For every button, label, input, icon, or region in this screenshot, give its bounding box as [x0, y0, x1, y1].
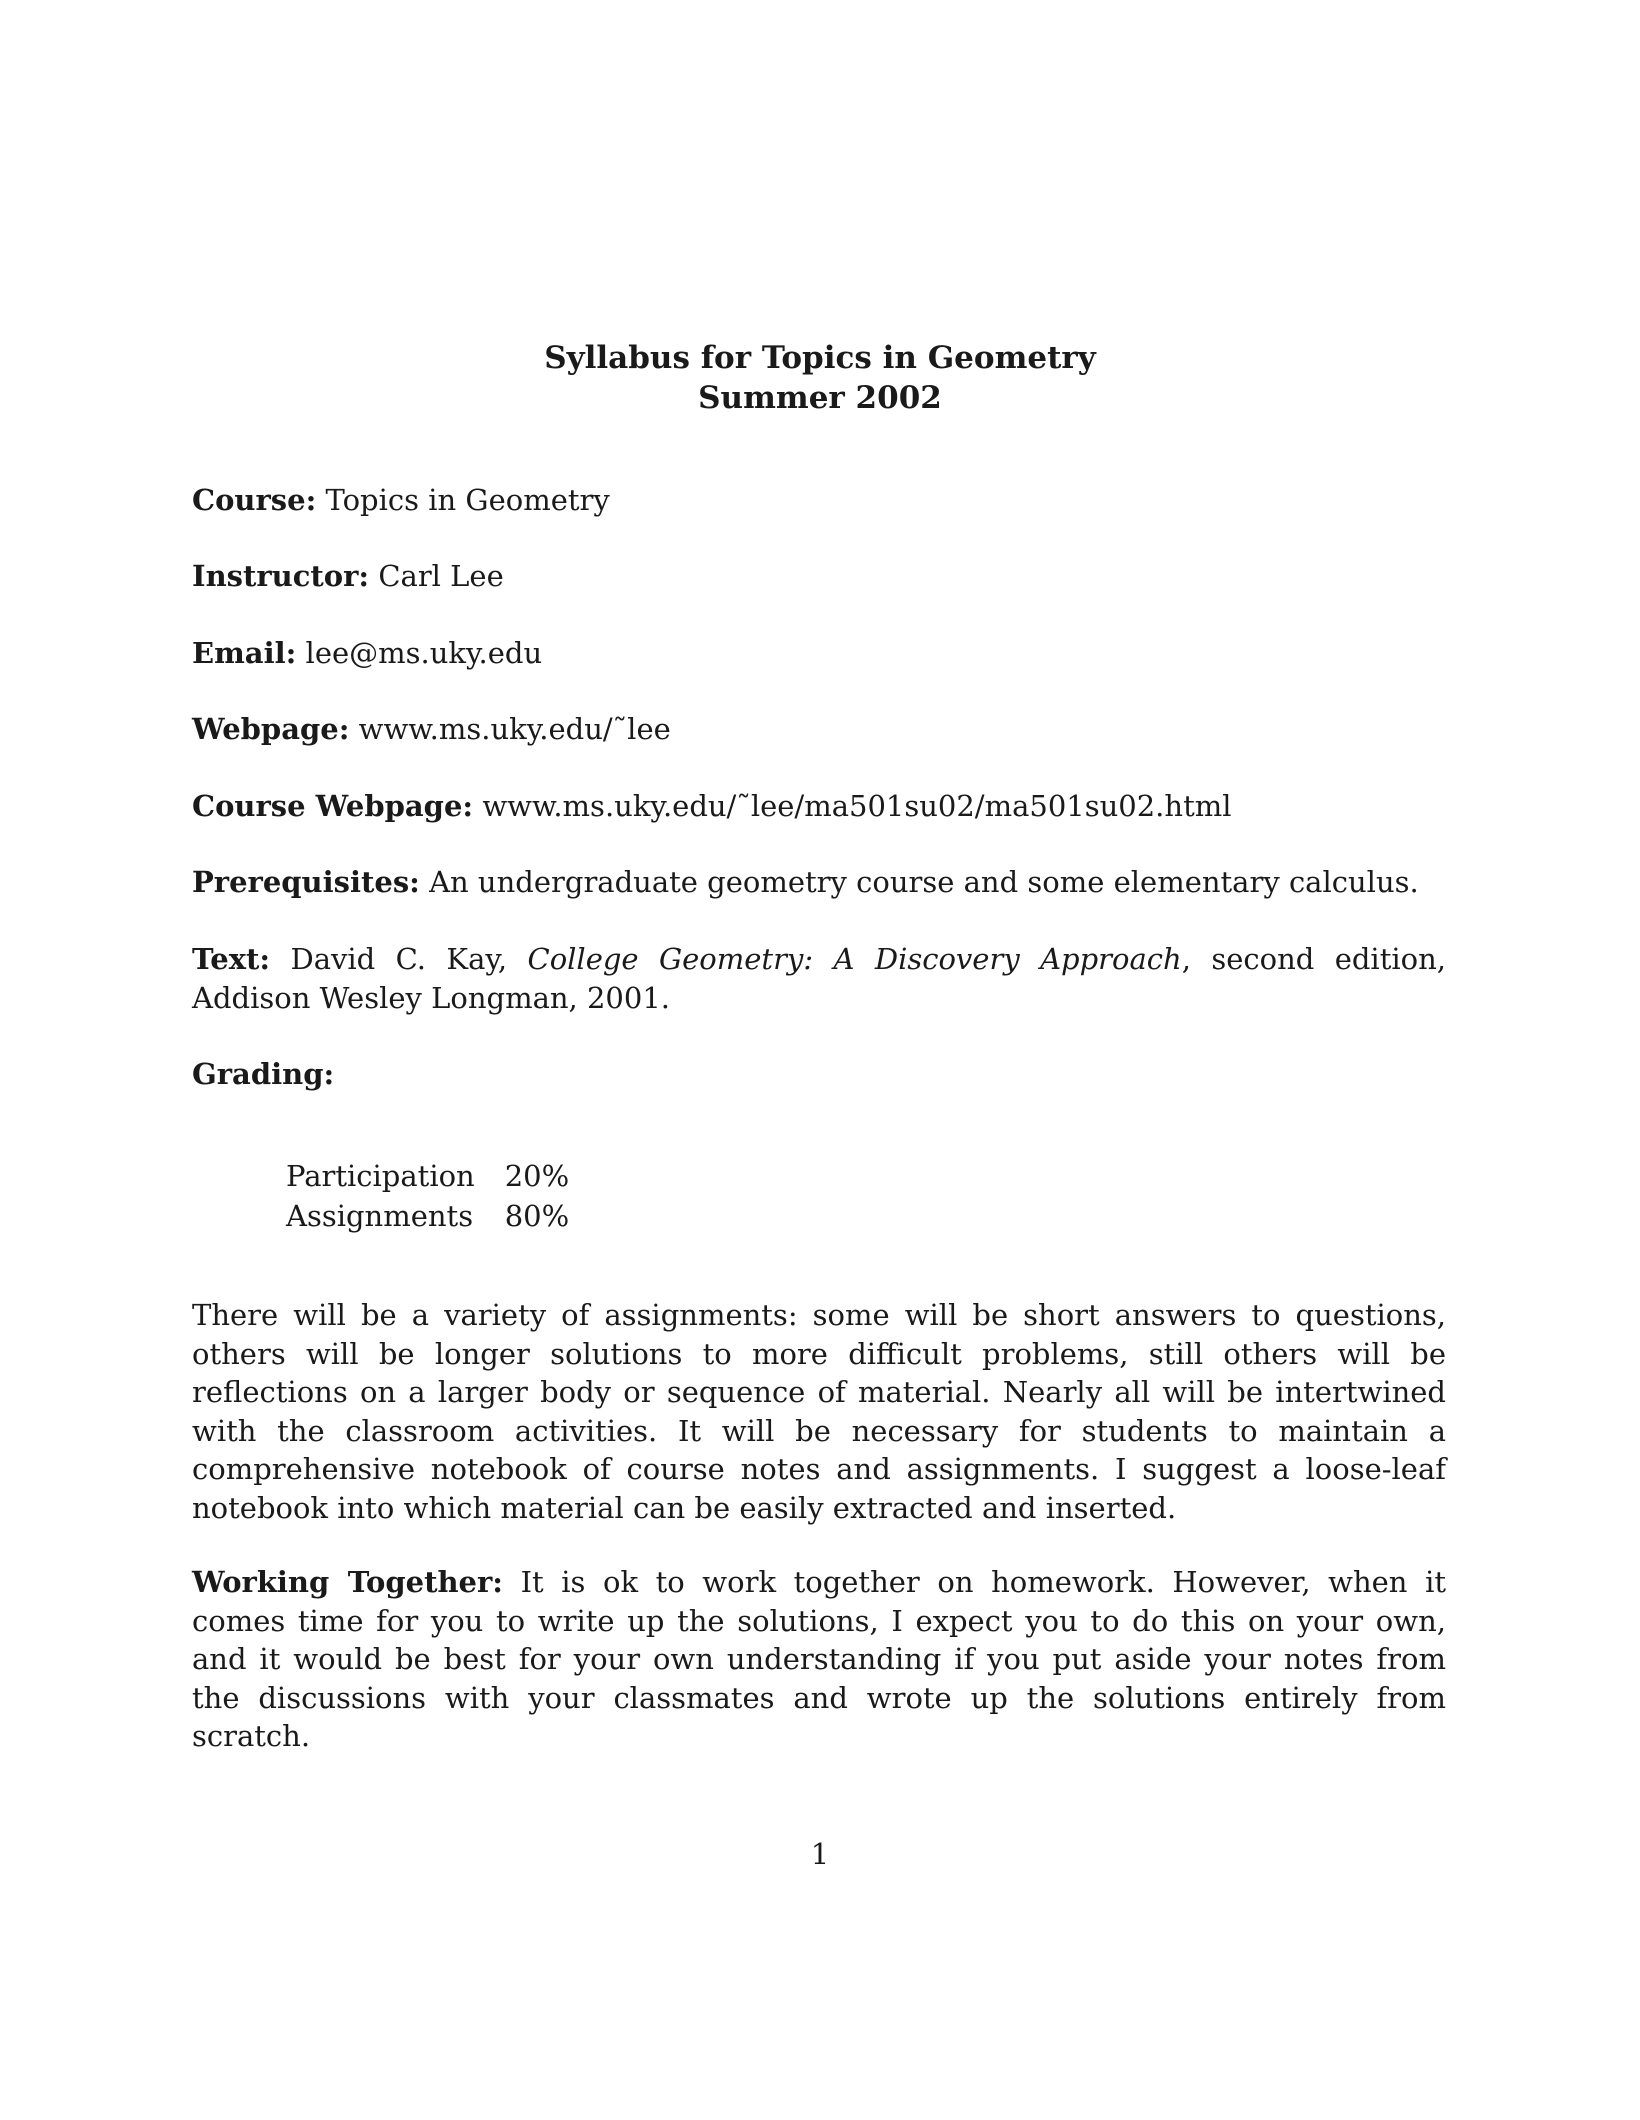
instructor-label: Instructor:: [192, 559, 370, 593]
text-field: [192, 940, 1446, 1017]
text-label: Text:: [192, 942, 271, 976]
grading-item: Participation: [286, 1159, 475, 1193]
working-together-paragraph: [192, 1563, 1446, 1756]
course-webpage-field: [192, 786, 1232, 826]
text-rest: , second edition, Addison Wesley Longman, 2001.: [192, 942, 1446, 1015]
prerequisites-field: [192, 862, 1419, 902]
title-line-1: Syllabus for Topics in Geometry: [544, 340, 1096, 376]
grading-row: [286, 1156, 569, 1196]
text-author: David C. Kay,: [290, 942, 508, 976]
course-field: [192, 480, 610, 520]
grading-weight: 80%: [504, 1199, 570, 1233]
grading-heading: [192, 1054, 334, 1094]
course-label: Course:: [192, 483, 317, 517]
email-field: [192, 633, 542, 673]
instructor-value: Carl Lee: [378, 559, 504, 593]
grading-table: [286, 1156, 569, 1236]
working-together-label: Working Together:: [192, 1565, 503, 1599]
working-together-text: It is ok to work together on homework. However, when it comes time for you to write up the solutions, I expect you to do this on your own, and it would be best for your own understanding if you put aside your notes from the discussions with your classmates and wrote up the solutions entirely from scratch.: [192, 1565, 1446, 1753]
prerequisites-value: An undergraduate geometry course and some elementary calculus.: [429, 865, 1419, 899]
grading-weight: 20%: [504, 1159, 570, 1193]
prerequisites-label: Prerequisites:: [192, 865, 420, 899]
document-title: [0, 338, 1640, 418]
assignments-paragraph: There will be a variety of assignments: some will be short answers to questions, others will be longer solutions to more difficult problems, still others will be reflections on a larger body or sequence of material. Nearly all will be intertwined with the classroom activities. It will be necessary for students to maintain a comprehensive notebook of course notes and assignments. I suggest a loose-leaf notebook into which material can be easily extracted and inserted.: [192, 1298, 1446, 1525]
instructor-field: [192, 556, 504, 596]
page-number: 1: [810, 1837, 830, 1871]
email-value: lee@ms.uky.edu: [305, 636, 543, 670]
course-webpage-value: www.ms.uky.edu/˜lee/ma501su02/ma501su02.html: [482, 789, 1232, 823]
grading-row: [286, 1196, 569, 1236]
webpage-value: www.ms.uky.edu/˜lee: [358, 712, 671, 746]
email-label: Email:: [192, 636, 297, 670]
webpage-field: [192, 709, 671, 749]
grading-label: Grading:: [192, 1057, 335, 1091]
text-book-title: College Geometry: A Discovery Approach: [527, 942, 1182, 976]
grading-item: Assignments: [286, 1199, 474, 1233]
webpage-label: Webpage:: [192, 712, 350, 746]
course-value: Topics in Geometry: [325, 483, 610, 517]
course-webpage-label: Course Webpage:: [192, 789, 474, 823]
title-line-2: Summer 2002: [698, 380, 942, 416]
